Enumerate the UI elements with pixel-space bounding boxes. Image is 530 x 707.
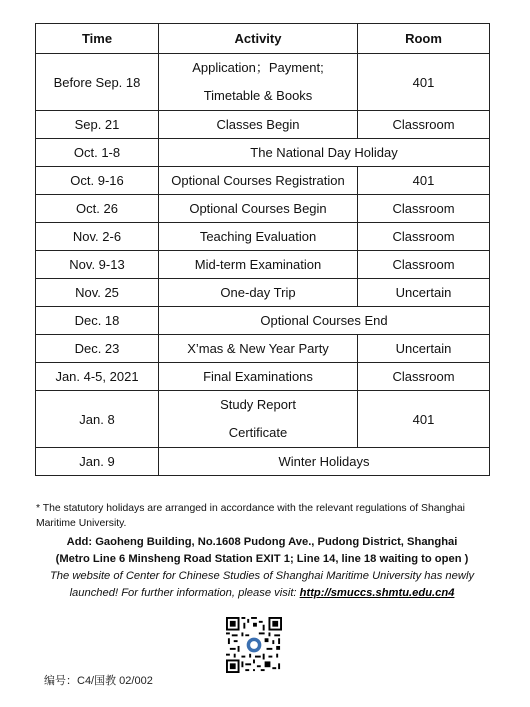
room-cell: 401: [358, 391, 490, 448]
activity-cell: Optional Courses End: [159, 307, 490, 335]
activity-cell: [159, 391, 358, 448]
address-line: Add: Gaoheng Building, No.1608 Pudong Ave., Pudong District, Shanghai: [66, 536, 458, 548]
time-cell: Nov. 25: [36, 279, 159, 307]
website-note: [36, 568, 488, 602]
table-row: [36, 139, 490, 167]
table-header-row: [36, 24, 490, 54]
activity-line: Timetable & Books: [203, 88, 313, 103]
activity-cell: Optional Courses Begin: [159, 195, 358, 223]
time-cell: Before Sep. 18: [36, 54, 159, 111]
activity-cell: One-day Trip: [159, 279, 358, 307]
room-cell: Classroom: [358, 223, 490, 251]
table-row: [36, 167, 490, 195]
qr-code-image: [226, 617, 282, 673]
header-time: Time: [36, 24, 159, 54]
activity-cell: Optional Courses Registration: [159, 167, 358, 195]
table-row: [36, 54, 490, 111]
statutory-holiday-note: * The statutory holidays are arranged in accordance with the relevant regulations of Shanghai Maritime University.: [36, 503, 465, 529]
document-code: 编号：C4/国教 02/002: [44, 675, 153, 687]
activity-line: Application；Payment;: [192, 60, 324, 75]
activity-line: Certificate: [228, 425, 288, 440]
table-row: [36, 251, 490, 279]
time-cell: Jan. 4-5, 2021: [36, 363, 159, 391]
schedule-table: [35, 23, 490, 476]
website-text: The website of Center for Chinese Studies of Shanghai Maritime University has newly launched! For further information, please visit:: [49, 570, 475, 599]
table-row: [36, 111, 490, 139]
room-cell: 401: [358, 167, 490, 195]
website-link[interactable]: http://smuccs.shmtu.edu.cn4: [299, 587, 455, 599]
metro-line: (Metro Line 6 Minsheng Road Station EXIT 1; Line 14, line 18 waiting to open ): [55, 553, 469, 565]
activity-cell: X’mas & New Year Party: [159, 335, 358, 363]
table-row: [36, 363, 490, 391]
room-cell: Uncertain: [358, 279, 490, 307]
notes-section: [36, 501, 488, 602]
time-cell: Nov. 9-13: [36, 251, 159, 279]
time-cell: Oct. 26: [36, 195, 159, 223]
time-cell: Dec. 18: [36, 307, 159, 335]
activity-cell: Final Examinations: [159, 363, 358, 391]
time-cell: Dec. 23: [36, 335, 159, 363]
time-cell: Jan. 9: [36, 448, 159, 476]
table-row: [36, 279, 490, 307]
time-cell: Jan. 8: [36, 391, 159, 448]
activity-cell: Winter Holidays: [159, 448, 490, 476]
time-cell: Sep. 21: [36, 111, 159, 139]
room-cell: Classroom: [358, 111, 490, 139]
activity-line: Study Report: [220, 397, 296, 412]
activity-cell: Teaching Evaluation: [159, 223, 358, 251]
table-row: [36, 448, 490, 476]
table-row: [36, 307, 490, 335]
table-row: [36, 335, 490, 363]
room-cell: Uncertain: [358, 335, 490, 363]
activity-cell: The National Day Holiday: [159, 139, 490, 167]
table-row: [36, 391, 490, 448]
time-cell: Oct. 9-16: [36, 167, 159, 195]
room-cell: Classroom: [358, 195, 490, 223]
time-cell: Nov. 2-6: [36, 223, 159, 251]
activity-cell: [159, 54, 358, 111]
header-activity: Activity: [159, 24, 358, 54]
table-row: [36, 223, 490, 251]
room-cell: 401: [358, 54, 490, 111]
room-cell: Classroom: [358, 251, 490, 279]
activity-cell: Classes Begin: [159, 111, 358, 139]
time-cell: Oct. 1-8: [36, 139, 159, 167]
table-row: [36, 195, 490, 223]
activity-cell: Mid-term Examination: [159, 251, 358, 279]
header-room: Room: [358, 24, 490, 54]
room-cell: Classroom: [358, 363, 490, 391]
